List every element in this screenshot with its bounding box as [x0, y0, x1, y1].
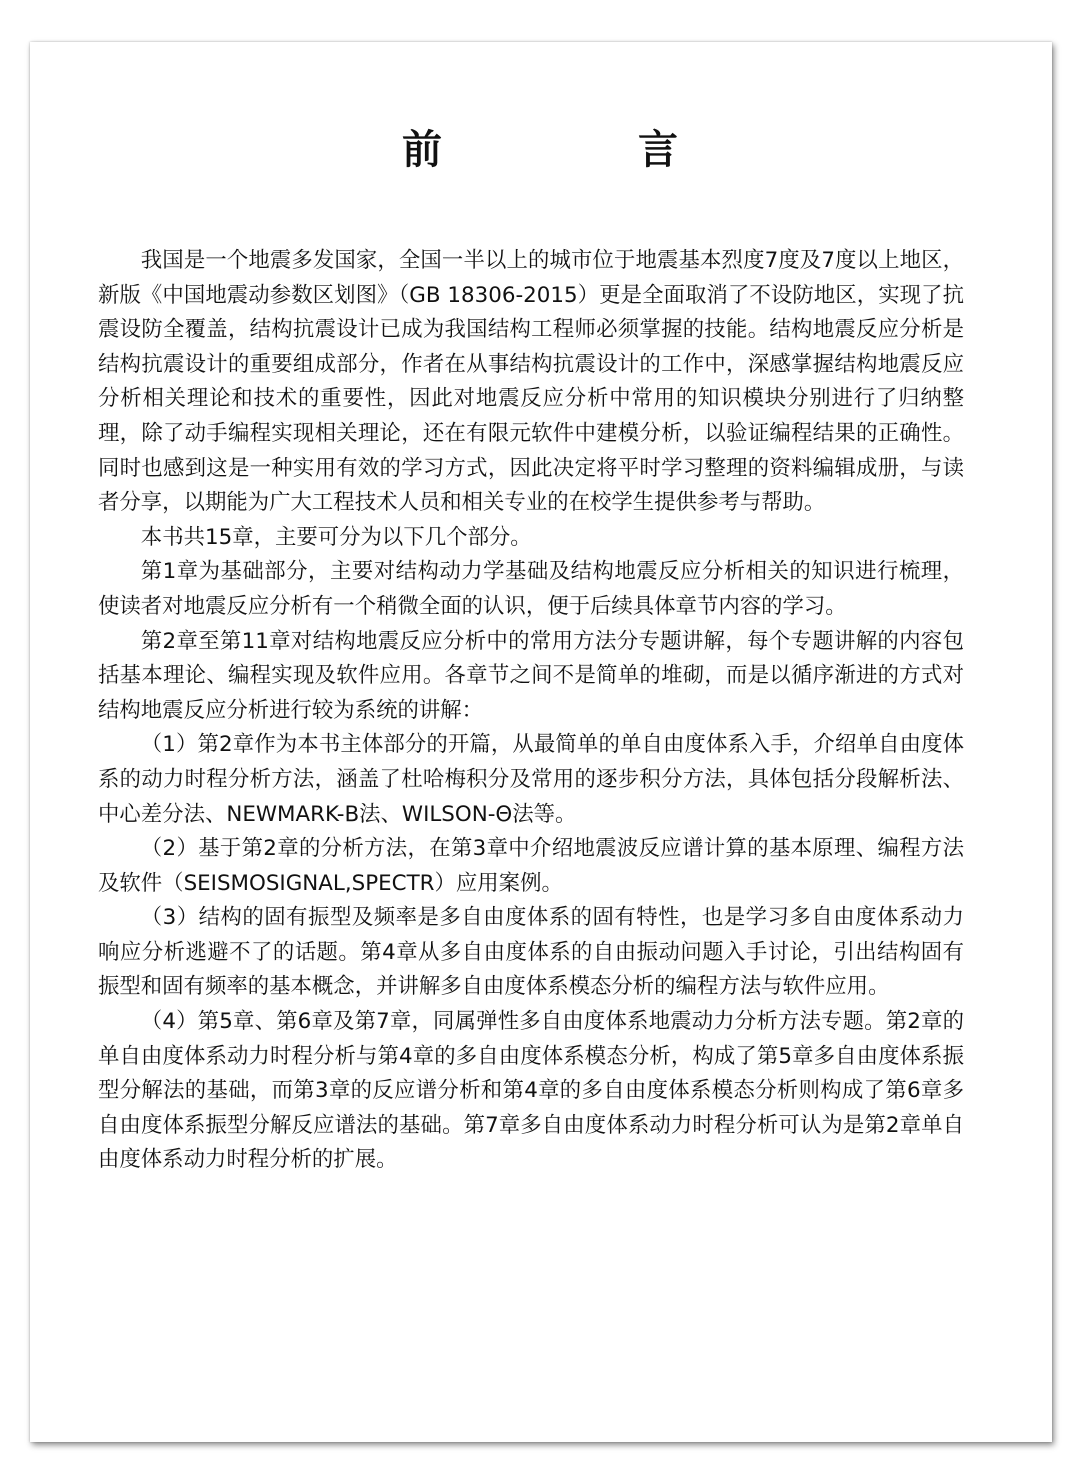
page-title: 前 言	[402, 126, 756, 173]
paragraph: 本书共15章，主要可分为以下几个部分。	[140, 524, 532, 550]
paragraph: （2）基于第2章的分析方法，在第3章中介绍地震波反应谱计算的基本原理、编程方法及软件（SEISMOSIGNAL,SPECTR）应用案例。	[98, 836, 964, 896]
paragraph: （3）结构的固有振型及频率是多自由度体系的固有特性，也是学习多自由度体系动力响应分析逃避不了的话题。第4章从多自由度体系的自由振动问题入手讨论，引出结构固有振型和固有频率的基本概念，并讲解多自由度体系模态分析的编程方法与软件应用。	[98, 905, 964, 1000]
paragraph: （4）第5章、第6章及第7章，同属弹性多自由度体系地震动力分析方法专题。第2章的单自由度体系动力时程分析与第4章的多自由度体系模态分析，构成了第5章多自由度体系振型分解法的基础，而第3章的反应谱分析和第4章的多自由度体系模态分析则构成了第6章多自由度体系振型分解反应谱法的基础。第7章多自由度体系动力时程分析可认为是第2章单自由度体系动力时程分析的扩展。	[98, 1009, 964, 1173]
paragraph: 第1章为基础部分，主要对结构动力学基础及结构地震反应分析相关的知识进行梳理，使读者对地震反应分析有一个稍微全面的认识，便于后续具体章节内容的学习。	[98, 559, 964, 619]
paragraph: （1）第2章作为本书主体部分的开篇，从最简单的单自由度体系入手，介绍单自由度体系的动力时程分析方法，涵盖了杜哈梅积分及常用的逐步积分方法，具体包括分段解析法、中心差分法、NEWMARK-Β法、WILSON-Θ法等。	[98, 732, 964, 827]
preface-body	[98, 244, 964, 1178]
paragraph: 我国是一个地震多发国家，全国一半以上的城市位于地震基本烈度7度及7度以上地区，新版《中国地震动参数区划图》（GB 18306-2015）更是全面取消了不设防地区，实现了抗震设防全覆盖，结构抗震设计已成为我国结构工程师必须掌握的技能。结构地震反应分析是结构抗震设计的重要组成部分，作者在从事结构抗震设计的工作中，深感掌握结构地震反应分析相关理论和技术的重要性，因此对地震反应分析中常用的知识模块分别进行了归纳整理，除了动手编程实现相关理论，还在有限元软件中建模分析，以验证编程结果的正确性。同时也感到这是一种实用有效的学习方式，因此决定将平时学习整理的资料编辑成册，与读者分享，以期能为广大工程技术人员和相关专业的在校学生提供参考与帮助。	[98, 248, 964, 516]
paragraph: 第2章至第11章对结构地震反应分析中的常用方法分专题讲解，每个专题讲解的内容包括基本理论、编程实现及软件应用。各章节之间不是简单的堆砌，而是以循序渐进的方式对结构地震反应分析进行较为系统的讲解：	[98, 628, 964, 723]
